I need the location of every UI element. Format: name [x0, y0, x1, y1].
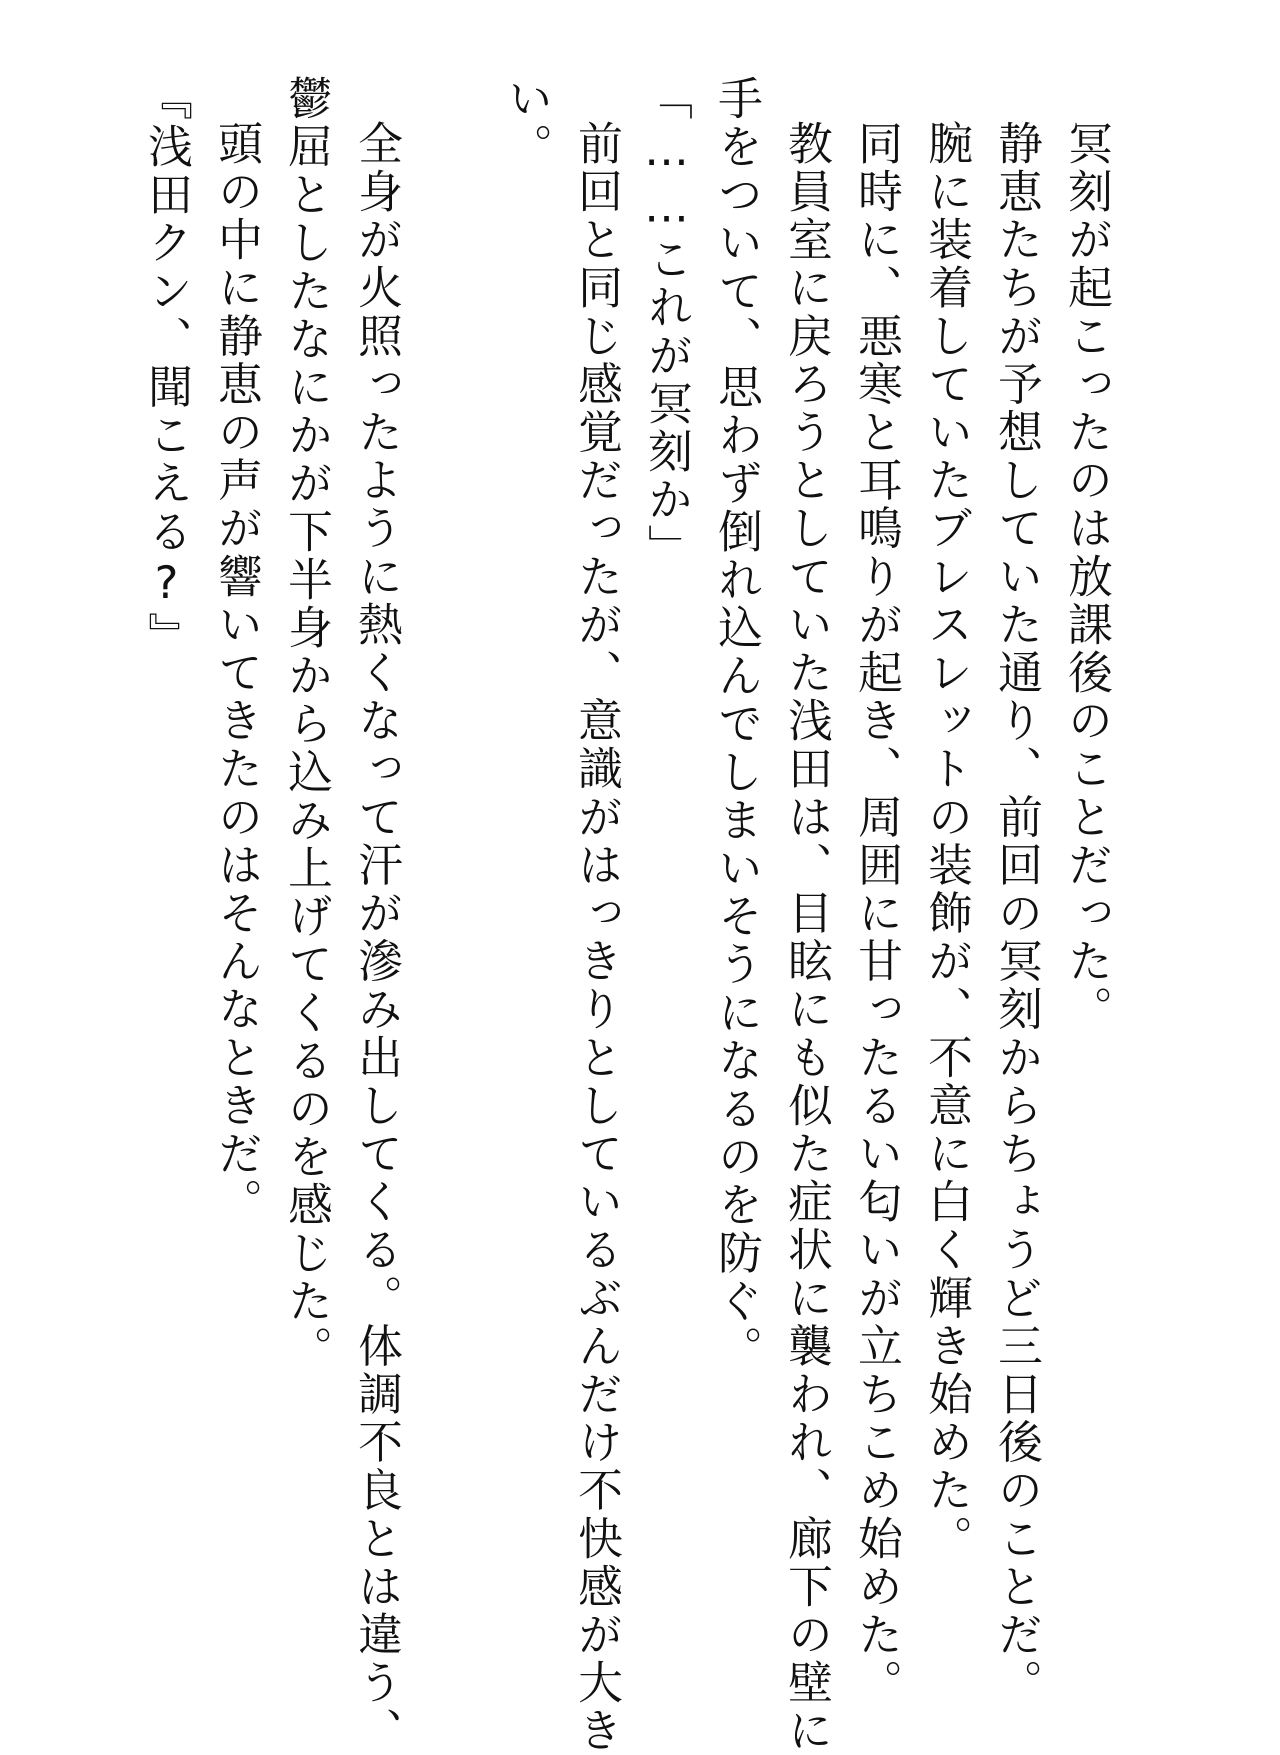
text-line: い。: [500, 75, 553, 172]
text-line: 鬱屈としたなにかが下半身から込み上げてくるのを感じた。: [280, 75, 333, 1374]
text-line: 腕に装着していたブレスレットの装飾が、不意に白く輝き始めた。: [920, 120, 973, 1563]
text-line: 冥刻が起こったのは放課後のことだった。: [1060, 120, 1113, 1034]
text-line: 教員室に戻ろうとしていた浅田は、目眩にも似た症状に襲われ、廊下の壁に: [780, 120, 833, 1755]
dialogue-line: 『浅田クン、聞こえる?』: [140, 75, 193, 661]
text-line: 手をついて、思わず倒れ込んでしまいそうになるのを防ぐ。: [710, 75, 763, 1374]
text-line: 全身が火照ったように熱くなって汗が滲み出してくる。体調不良とは違う、: [350, 120, 403, 1755]
dialogue-line: 「……これが冥刻か」: [640, 75, 693, 573]
text-line: 頭の中に静恵の声が響いてきたのはそんなときだ。: [210, 120, 263, 1227]
text-line: 静恵たちが予想していた通り、前回の冥刻からちょうど三日後のことだ。: [990, 120, 1043, 1708]
text-line: 同時に、悪寒と耳鳴りが起き、周囲に甘ったるい匂いが立ちこめ始めた。: [850, 120, 903, 1708]
text-line: 前回と同じ感覚だったが、意識がはっきりとしているぶんだけ不快感が大き: [570, 120, 623, 1755]
